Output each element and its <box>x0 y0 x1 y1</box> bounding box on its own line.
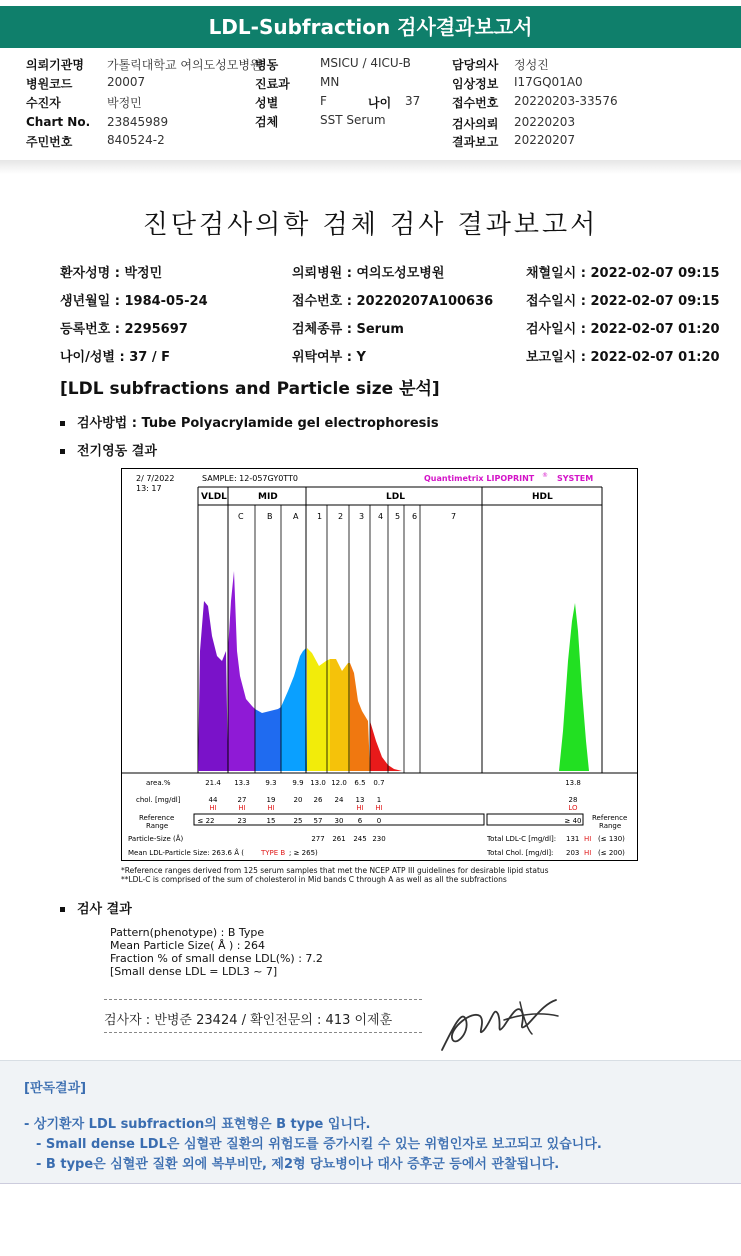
result-pattern: Pattern(phenotype) : B Type <box>110 926 265 939</box>
total-chol-label: Total Chol. [mg/dl]: <box>487 849 554 857</box>
interpretation-line-2: - Small dense LDL은 심혈관 질환의 위험도를 증가시킬 수 있는 위험인자로 보고되고 있습니다. <box>36 1137 602 1152</box>
chart-brand-suffix: SYSTEM <box>557 474 594 483</box>
test-time: 검사일시 : 2022-02-07 01:20 <box>526 322 720 337</box>
info-label: 병동 <box>255 58 279 72</box>
band-label-b: B <box>267 512 273 521</box>
interpretation-line-3: - B type은 심혈관 질환 외에 복부비만, 제2형 당뇨병이나 대사 증후군 등에서 관찰됩니다. <box>36 1157 560 1172</box>
info-value: 37 <box>405 94 421 108</box>
footnote-line-2: **LDL-C is comprised of the sum of cholesterol in Mid bands C through A as well as all the subfractions <box>121 875 507 884</box>
collection-time: 채혈일시 : 2022-02-07 09:15 <box>526 266 720 281</box>
band-label-1: 1 <box>317 512 323 521</box>
lipoprint-chart <box>121 468 638 861</box>
ref-value: ≥ 40 <box>564 817 582 825</box>
signature-text: 검사자 : 반병준 23424 / 확인전문의 : 413 이제훈 <box>104 1013 393 1028</box>
result-heading <box>60 898 132 917</box>
interpretation-panel <box>0 1060 741 1184</box>
chart-date: 2/ 7/2022 <box>136 474 175 483</box>
chol-value: 13 <box>355 796 365 804</box>
ref-row-label-1: Reference <box>139 814 175 822</box>
ref-right-label-2: Range <box>599 822 622 830</box>
ref-value: 30 <box>334 817 344 825</box>
age-sex: 나이/성별 : 37 / F <box>60 350 171 365</box>
chol-value: 27 <box>237 796 247 804</box>
handwritten-signature <box>432 990 562 1056</box>
outsourced: 위탁여부 : Y <box>292 350 366 365</box>
birth-date: 생년월일 : 1984-05-24 <box>60 294 208 309</box>
result-summary <box>110 926 323 978</box>
area-value: 9.3 <box>265 779 277 787</box>
info-value: 20220203-33576 <box>514 94 618 108</box>
chol-value: 19 <box>266 796 276 804</box>
trace-ldl-3 <box>350 663 370 771</box>
request-info <box>0 52 741 152</box>
particle-size-value: 277 <box>311 835 325 843</box>
section-divider <box>0 160 741 174</box>
info-value: 박정민 <box>107 96 142 110</box>
area-row <box>205 779 581 787</box>
info-label: 병원코드 <box>26 77 73 91</box>
particle-size-value: 261 <box>332 835 346 843</box>
info-value: 20220207 <box>514 133 576 147</box>
trace-mid-a <box>281 648 307 771</box>
info-value: MSICU / 4ICU-B <box>320 56 411 70</box>
area-value: 21.4 <box>205 779 221 787</box>
chol-value: 20 <box>293 796 303 804</box>
info-value: 20220203 <box>514 115 576 129</box>
area-value: 9.9 <box>292 779 304 787</box>
ref-value: 0 <box>376 817 382 825</box>
electrophoresis-areas <box>198 571 589 771</box>
chol-flag: HI <box>238 804 246 812</box>
chol-value: 1 <box>376 796 382 804</box>
info-value: 840524-2 <box>107 133 165 147</box>
trace-ldl-2 <box>330 659 350 771</box>
test-method-text: 검사방법 : Tube Polyacrylamide gel electrophoresis <box>77 416 439 431</box>
chart-sample: SAMPLE: 12-057GY0TT0 <box>202 474 299 483</box>
area-row-label: area.% <box>146 779 171 787</box>
total-chol-value: 203 <box>566 849 580 857</box>
particle-size-label: Particle-Size (Å) <box>128 835 184 843</box>
band-label-2: 2 <box>338 512 344 521</box>
lipoprint-chart-svg <box>122 469 637 860</box>
ref-value: 15 <box>266 817 276 825</box>
mean-size-text: Mean LDL-Particle Size: 263.6 Å ( <box>128 849 244 857</box>
chol-flag: LO <box>568 804 578 812</box>
group-label-mid: MID <box>258 492 278 502</box>
result-sdldl-def: [Small dense LDL = LDL3 ~ 7] <box>110 965 278 978</box>
info-value: 23845989 <box>107 115 169 129</box>
band-label-4: 4 <box>378 512 384 521</box>
band-label-5: 5 <box>395 512 401 521</box>
chart-brand: Quantimetrix LIPOPRINT <box>424 474 535 483</box>
chol-flag: HI <box>209 804 217 812</box>
total-chol-flag: HI <box>584 849 592 857</box>
band-label-a: A <box>293 512 299 521</box>
flag-row <box>209 804 578 812</box>
chart-footnote <box>121 866 549 884</box>
electrophoresis-heading <box>60 440 157 459</box>
chol-value: 28 <box>568 796 578 804</box>
chol-flag: HI <box>356 804 364 812</box>
received-time: 접수일시 : 2022-02-07 09:15 <box>526 294 720 309</box>
chart-brand-mark: ® <box>542 472 548 479</box>
info-label: 접수번호 <box>452 96 499 110</box>
trace-mid-c <box>228 571 255 771</box>
chol-value: 26 <box>313 796 323 804</box>
trace-vldl <box>198 601 228 771</box>
total-ldl-flag: HI <box>584 835 592 843</box>
bullet-icon <box>60 449 65 454</box>
ref-row <box>198 817 582 825</box>
document-title: 진단검사의학 검체 검사 결과보고서 <box>142 210 599 240</box>
info-value: I17GQ01A0 <box>514 75 583 89</box>
result-heading-text: 검사 결과 <box>77 902 132 917</box>
trace-ldl-4 <box>370 721 402 771</box>
info-label: 주민번호 <box>26 135 73 149</box>
ref-value: 23 <box>237 817 247 825</box>
ref-value: 57 <box>313 817 323 825</box>
total-ldl-value: 131 <box>566 835 580 843</box>
accession-number: 접수번호 : 20220207A100636 <box>292 294 494 309</box>
area-value: 13.8 <box>565 779 581 787</box>
info-label: 나이 <box>368 96 392 110</box>
registration-number: 등록번호 : 2295697 <box>60 322 188 337</box>
bullet-icon <box>60 421 65 426</box>
particle-size-value: 245 <box>353 835 367 843</box>
chol-value: 44 <box>208 796 218 804</box>
info-label: 의뢰기관명 <box>26 58 84 72</box>
ref-value: ≤ 22 <box>197 817 215 825</box>
trace-ldl-1 <box>307 648 330 771</box>
signature-line-bottom <box>104 1032 422 1033</box>
chol-flag: HI <box>267 804 275 812</box>
info-value: 20007 <box>107 75 146 89</box>
bullet-icon <box>60 907 65 912</box>
info-value: MN <box>320 75 340 89</box>
info-label: 검사의뢰 <box>452 117 499 131</box>
report-header: LDL-Subfraction 검사결과보고서 <box>0 6 741 48</box>
info-value: 가톨릭대학교 여의도성모병원 <box>107 58 262 72</box>
particle-size-row <box>311 835 385 843</box>
band-label-c: C <box>238 512 244 521</box>
area-value: 6.5 <box>354 779 366 787</box>
ref-value: 6 <box>357 817 363 825</box>
area-value: 0.7 <box>373 779 385 787</box>
mean-ref-text: ; ≥ 265) <box>289 849 318 857</box>
report-time: 보고일시 : 2022-02-07 01:20 <box>526 350 720 365</box>
trace-mid-b <box>255 707 281 771</box>
area-value: 12.0 <box>331 779 347 787</box>
info-label: 결과보고 <box>452 135 499 149</box>
info-value: F <box>320 94 327 108</box>
band-label-6: 6 <box>412 512 418 521</box>
total-ldl-label: Total LDL-C [mg/dl]: <box>487 835 557 843</box>
group-label-hdl: HDL <box>532 492 553 502</box>
band-label-3: 3 <box>359 512 365 521</box>
info-label: 검체 <box>255 115 279 129</box>
info-label: Chart No. <box>26 115 91 129</box>
requesting-hospital: 의뢰병원 : 여의도성모병원 <box>292 266 445 281</box>
signature-line-top <box>104 999 422 1000</box>
chol-flag: HI <box>375 804 383 812</box>
chart-time: 13: 17 <box>136 484 162 493</box>
ref-value: 25 <box>293 817 303 825</box>
area-value: 13.3 <box>234 779 250 787</box>
interpretation-line-1: - 상기환자 LDL subfraction의 표현형은 B type 입니다. <box>24 1117 371 1132</box>
mean-type-text: TYPE B <box>261 849 286 857</box>
info-label: 성별 <box>255 96 279 110</box>
ref-row-label-2: Range <box>146 822 169 830</box>
electrophoresis-heading-text: 전기영동 결과 <box>77 444 157 459</box>
chol-row-label: chol. [mg/dl] <box>136 796 181 804</box>
analysis-section-title: [LDL subfractions and Particle size 분석] <box>60 379 440 399</box>
info-label: 담당의사 <box>452 58 499 72</box>
group-label-ldl: LDL <box>386 492 405 502</box>
result-fraction: Fraction % of small dense LDL(%) : 7.2 <box>110 952 323 965</box>
info-value: 정성진 <box>514 58 549 72</box>
chol-value: 24 <box>334 796 344 804</box>
info-value: SST Serum <box>320 113 386 127</box>
specimen-type: 검체종류 : Serum <box>292 322 404 337</box>
footnote-line-1: *Reference ranges derived from 125 serum samples that met the NCEP ATP III guidelines for desirable lipid status <box>121 866 549 875</box>
patient-name: 환자성명 : 박정민 <box>60 266 163 281</box>
group-label-vldl: VLDL <box>201 492 227 502</box>
info-label: 진료과 <box>255 77 290 91</box>
chol-row <box>209 796 578 804</box>
ref-right-label-1: Reference <box>592 814 628 822</box>
particle-size-value: 230 <box>372 835 386 843</box>
total-ldl-ref: (≤ 130) <box>598 835 625 843</box>
result-mean-size: Mean Particle Size( Å ) : 264 <box>110 939 265 952</box>
total-chol-ref: (≤ 200) <box>598 849 625 857</box>
trace-hdl <box>559 603 589 771</box>
info-label: 수진자 <box>26 96 61 110</box>
info-label: 임상정보 <box>452 77 499 91</box>
interpretation-title: [판독결과] <box>24 1081 87 1096</box>
band-label-7: 7 <box>451 512 457 521</box>
area-value: 13.0 <box>310 779 326 787</box>
test-method <box>60 412 439 431</box>
